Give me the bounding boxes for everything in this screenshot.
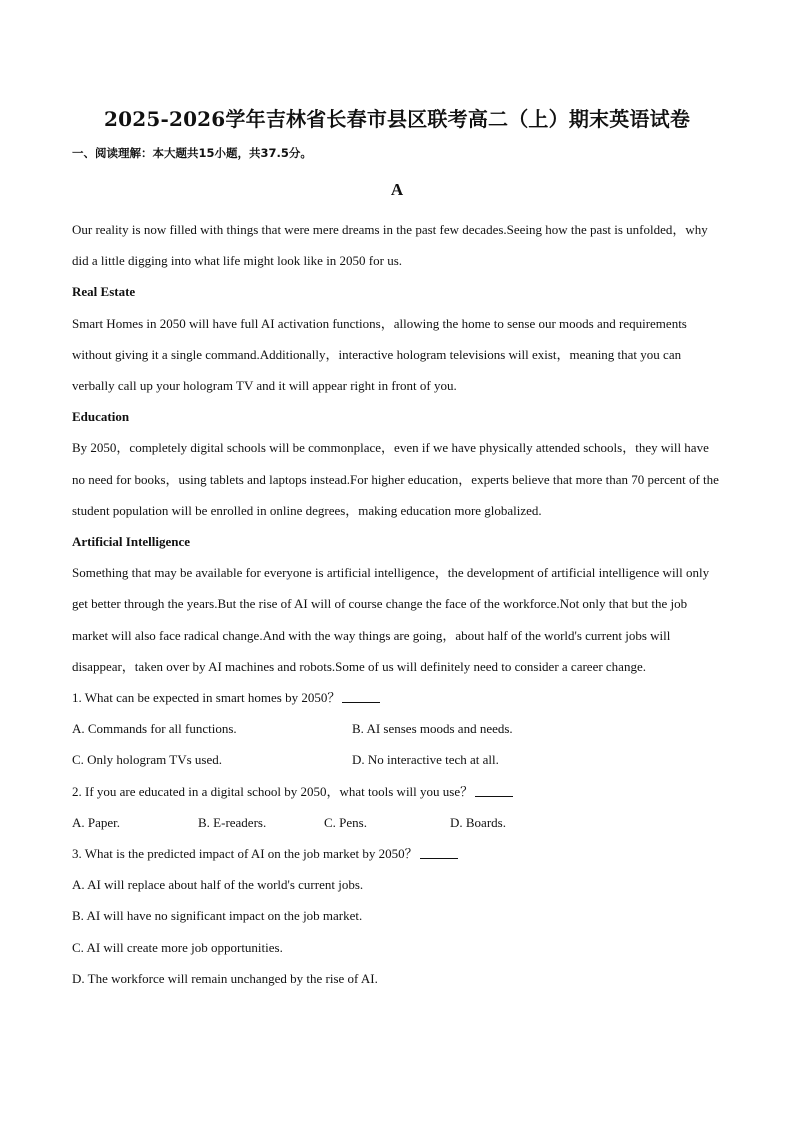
passage-body: [72, 214, 722, 994]
intro-paragraph: Our reality is now filled with things that were mere dreams in the past few decades.Seeing how the past is unfolded，why did a little digging into what life might look like in 2050 for us.: [72, 222, 708, 269]
option: A. AI will replace about half of the world's current jobs.: [72, 877, 364, 893]
option: C. Pens.: [324, 814, 367, 830]
section-heading: 一、阅读理解：本大题共15小题，共37.5分。: [72, 146, 312, 160]
section-heading-ai: Artificial Intelligence: [72, 534, 191, 550]
question-2-options: [72, 807, 722, 838]
answer-blank: [475, 784, 513, 797]
question-2-stem: 2. If you are educated in a digital school by 2050，what tools will you use？: [72, 783, 474, 799]
option: B. E-readers.: [198, 814, 267, 830]
option: B. AI senses moods and needs.: [352, 721, 513, 737]
option: A. Paper.: [72, 814, 121, 830]
section-heading-real-estate: Real Estate: [72, 284, 136, 300]
question-1: [72, 682, 722, 713]
option: C. Only hologram TVs used.: [72, 752, 222, 768]
section-text-real-estate: Smart Homes in 2050 will have full AI activation functions，allowing the home to sense our moods and requirements without giving it a single command.Additionally，interactive hologram televisions will exist，meaning that you can verbally call up your hologram TV and it will appear right in front of you.: [72, 315, 687, 394]
question-2: [72, 776, 722, 807]
question-1-options-row-1: [72, 713, 722, 744]
option: D. The workforce will remain unchanged by the rise of AI.: [72, 970, 378, 986]
option: D. Boards.: [450, 814, 506, 830]
exam-title: 2025-2026学年吉林省长春市县区联考高二（上）期末英语试卷: [103, 107, 691, 131]
question-3: [72, 838, 722, 869]
option: D. No interactive tech at all.: [352, 752, 499, 768]
option: A. Commands for all functions.: [72, 721, 237, 737]
question-1-stem: 1. What can be expected in smart homes by 2050？: [72, 690, 341, 706]
answer-blank: [420, 846, 458, 859]
section-heading-education: Education: [72, 409, 130, 425]
option: C. AI will create more job opportunities.: [72, 939, 283, 955]
section-text-ai: Something that may be available for everyone is artificial intelligence，the development of artificial intelligence will only get better through the years.But the rise of AI will of course change the face of the workforce.Not only that but the job market will also face radical change.And with the way things are going，about half of the world's current jobs will disappear，taken over by AI machines and robots.Some of us will definitely need to consider a career change.: [72, 565, 710, 674]
question-1-options-row-2: [72, 744, 722, 775]
option: B. AI will have no significant impact on the job market.: [72, 908, 363, 924]
question-3-stem: 3. What is the predicted impact of AI on the job market by 2050？: [72, 846, 418, 862]
passage-letter: A: [390, 180, 404, 199]
answer-blank: [342, 690, 380, 703]
section-text-education: By 2050，completely digital schools will be commonplace，even if we have physically attended schools，they will have no need for books，using tablets and laptops instead.For higher education，experts believe that more than 70 percent of the student population will be enrolled in online degrees，making education more globalized.: [72, 440, 719, 518]
